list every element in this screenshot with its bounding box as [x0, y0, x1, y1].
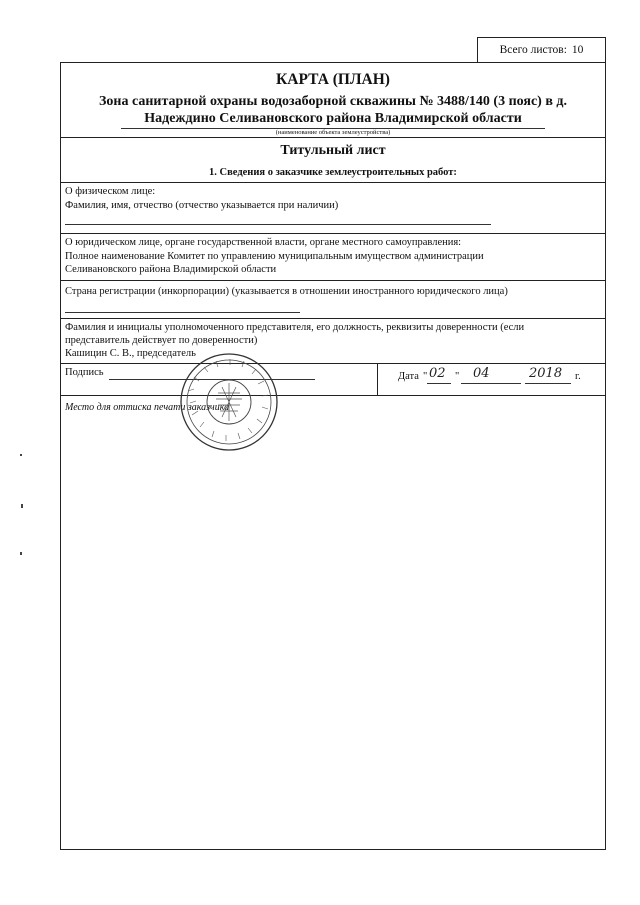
object-name-line-1: Зона санитарной охраны водозаборной скважины № 3488/140 (3 пояс) в д. [99, 94, 567, 109]
date-label: Дата [398, 371, 419, 382]
section-1-title: 1. Сведения о заказчике землеустроительных работ: [209, 167, 457, 178]
legal-heading: О юридическом лице, органе государственной власти, органе местного самоуправления: [65, 237, 462, 248]
individual-heading: О физическом лице: [65, 186, 156, 197]
divider [61, 363, 605, 364]
signature-date-divider [377, 363, 378, 395]
document-title: КАРТА (ПЛАН) [276, 71, 390, 88]
date-day-underline [427, 383, 451, 384]
divider [61, 137, 605, 138]
page-heading: Титульный лист [280, 143, 386, 158]
divider [61, 280, 605, 281]
date-suffix: г. [575, 371, 581, 382]
scan-speck [20, 454, 22, 456]
title-page-frame [60, 62, 606, 850]
seal-stamp-icon [178, 351, 280, 453]
country-label: Страна регистрации (инкорпорации) (указывается в отношении иностранного юридического лица) [65, 286, 508, 297]
individual-underline [65, 224, 491, 225]
representative-label-line-1: Фамилия и инициалы уполномоченного представителя, его должность, реквизиты доверенности (если [65, 322, 525, 333]
country-underline [65, 312, 300, 313]
sheet-count-box [477, 37, 606, 63]
individual-field-label: Фамилия, имя, отчество (отчество указывается при наличии) [65, 200, 339, 211]
stamp-place-label: Место для оттиска печати заказчика [65, 402, 230, 413]
date-month: 04 [473, 366, 490, 381]
object-name-line-2: Надеждино Селивановского района Владимирской области [144, 111, 522, 126]
date-day: 02 [429, 366, 446, 381]
divider [61, 233, 605, 234]
sheet-count-label: Всего листов: [499, 44, 567, 56]
signature-label: Подпись [65, 367, 104, 378]
divider [61, 318, 605, 319]
object-name-caption: (наименование объекта землеустройства) [275, 129, 391, 136]
date-quote-open: " [423, 371, 428, 382]
divider [61, 395, 605, 396]
date-month-underline [461, 383, 521, 384]
legal-name-line-2: Селивановского района Владимирской области [65, 264, 277, 275]
representative-label-line-2: представитель действует по доверенности) [65, 335, 258, 346]
date-year-underline [525, 383, 571, 384]
scan-speck [20, 552, 22, 555]
sheet-count-value: 10 [571, 44, 584, 56]
divider [61, 182, 605, 183]
representative-value: Кашицин С. В., председатель [65, 348, 196, 359]
scan-speck [21, 504, 23, 508]
date-quote-close: " [455, 371, 460, 382]
date-year: 2018 [529, 366, 563, 381]
legal-name-line-1: Полное наименование Комитет по управлению муниципальным имуществом администрации [65, 251, 484, 262]
